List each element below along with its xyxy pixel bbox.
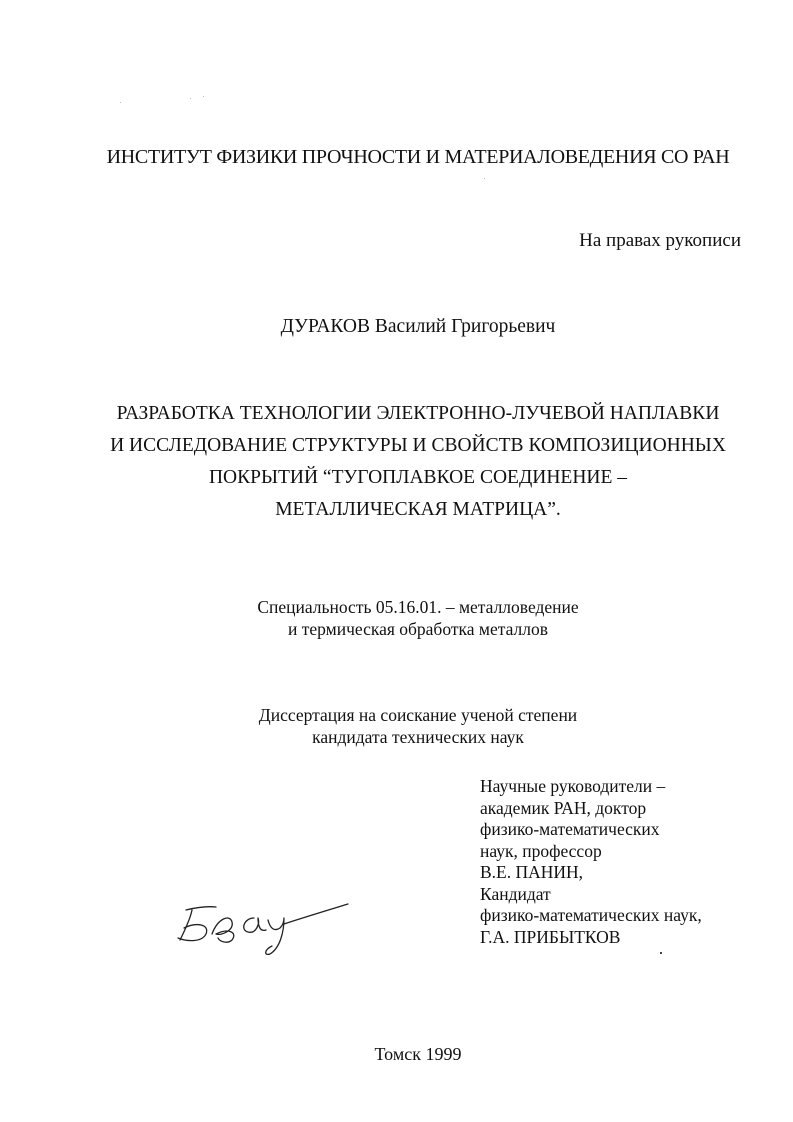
- degree-line: Диссертация на соискание ученой степени: [258, 705, 578, 725]
- supervisors-line: наук, профессор: [480, 840, 602, 861]
- dissertation-title: [0, 398, 793, 526]
- specialty: [0, 596, 793, 640]
- title-line: И ИССЛЕДОВАНИЕ СТРУКТУРЫ И СВОЙСТВ КОМПОЗИЦИОННЫХ: [110, 435, 726, 456]
- degree-statement: [0, 704, 793, 748]
- place-and-year: Томск 1999: [374, 1044, 462, 1064]
- specialty-line: Специальность 05.16.01. – металловедение: [257, 597, 579, 617]
- institute-name: ИНСТИТУТ ФИЗИКИ ПРОЧНОСТИ И МАТЕРИАЛОВЕДЕНИЯ СО РАН: [106, 146, 730, 168]
- supervisors-line: физико-математических: [480, 819, 660, 839]
- title-line: ПОКРЫТИЙ “ТУГОПЛАВКОЕ СОЕДИНЕНИЕ –: [208, 467, 628, 488]
- author-name: ДУРАКОВ Василий Григорьевич: [280, 316, 556, 337]
- supervisors-line: физико-математических наук,: [480, 905, 702, 925]
- title-line: МЕТАЛЛИЧЕСКАЯ МАТРИЦА”.: [275, 499, 561, 520]
- supervisors-line: Кандидат: [480, 883, 551, 904]
- supervisors-line: академик РАН, доктор: [480, 797, 647, 818]
- supervisors-line: В.Е. ПАНИН,: [480, 862, 584, 882]
- author-signature: [172, 888, 362, 958]
- manuscript-rights-note: На правах рукописи: [579, 230, 741, 251]
- supervisors-line: Г.А. ПРИБЫТКОВ: [480, 926, 621, 947]
- title-line: РАЗРАБОТКА ТЕХНОЛОГИИ ЭЛЕКТРОННО-ЛУЧЕВОЙ НАПЛАВКИ: [116, 403, 720, 424]
- supervisors-block: [480, 776, 702, 948]
- degree-line: кандидата технических наук: [312, 727, 524, 747]
- supervisors-line: Научные руководители –: [480, 776, 666, 796]
- specialty-line: и термическая обработка металлов: [287, 619, 548, 639]
